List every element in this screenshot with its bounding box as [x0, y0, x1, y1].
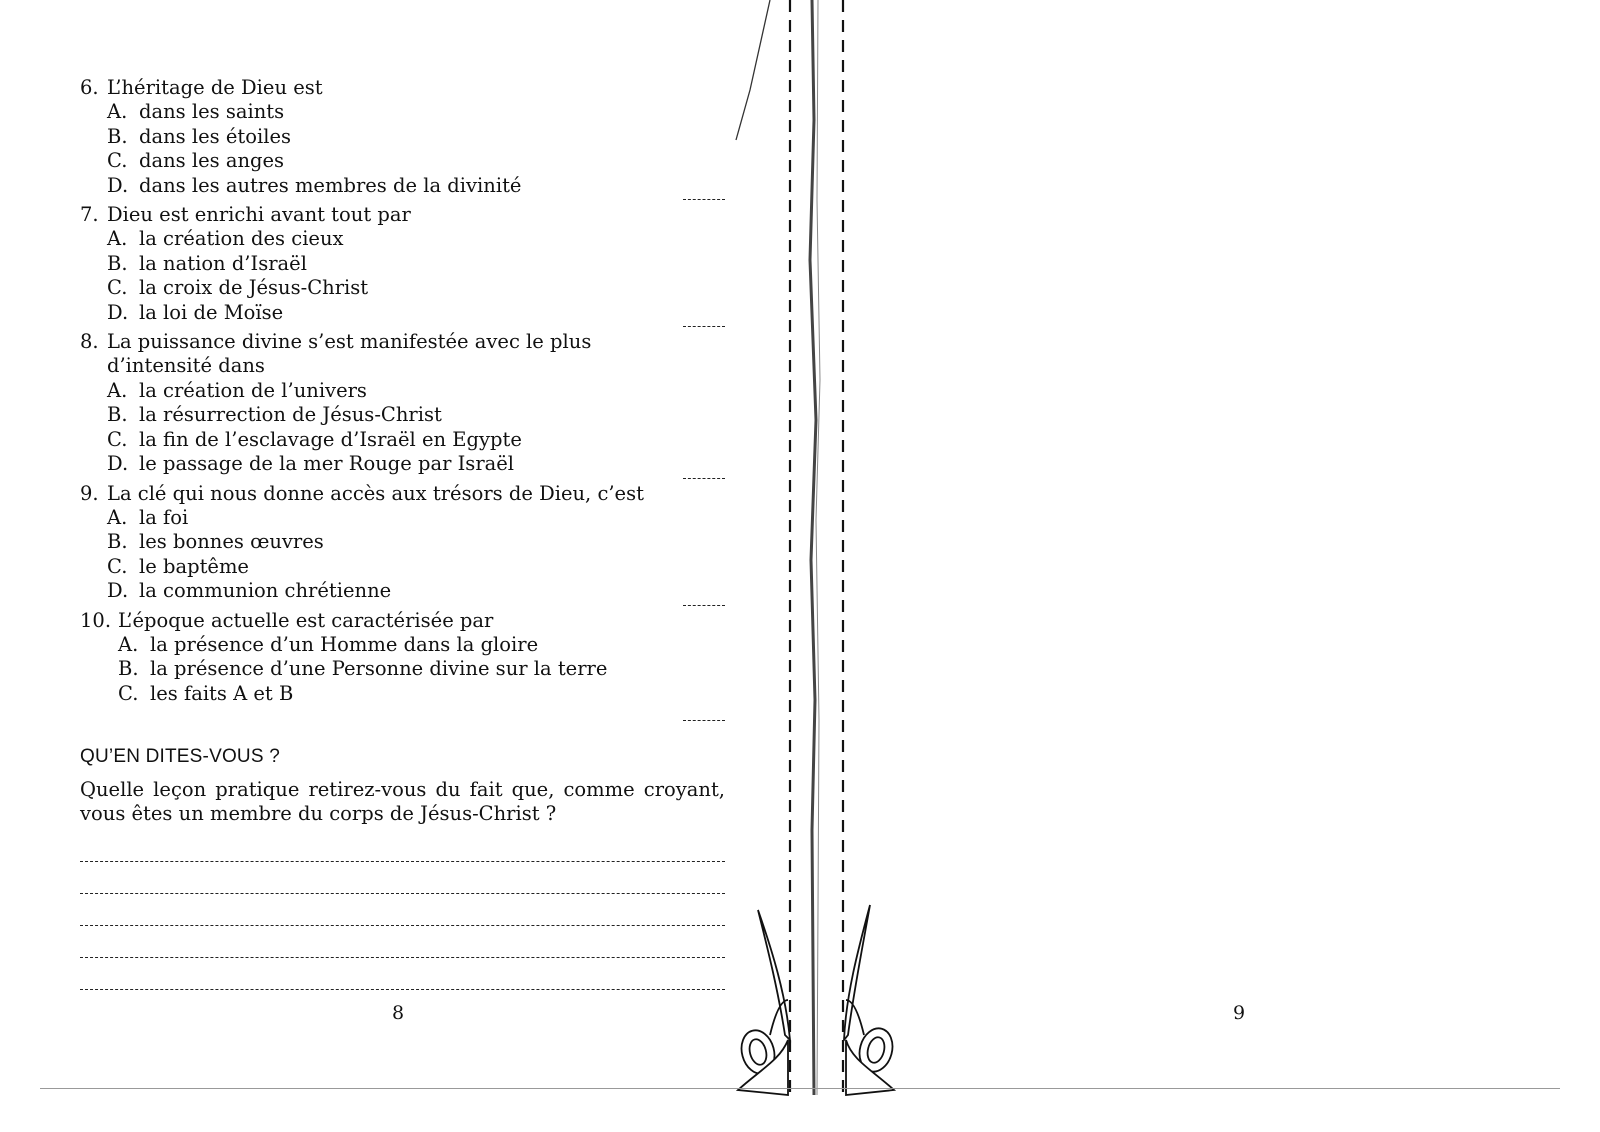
option-b: [107, 403, 725, 427]
option-d: [107, 301, 725, 325]
option-text: la présence d’une Personne divine sur la terre: [150, 657, 608, 681]
question-8: [80, 330, 725, 476]
option-c: [107, 149, 725, 173]
option-text: dans les saints: [139, 100, 285, 124]
cut-line-gutter: [730, 0, 910, 1132]
option-text: la croix de Jésus-Christ: [139, 276, 369, 300]
question-number: 8.: [80, 330, 99, 354]
answer-blank[interactable]: [683, 326, 725, 327]
question-number: 7.: [80, 203, 99, 227]
option-letter: A.: [107, 505, 128, 529]
option-d: [107, 174, 725, 198]
page-number-right: 9: [1233, 1002, 1246, 1024]
question-7: [80, 203, 725, 325]
question-stem: [80, 330, 725, 379]
option-c: [107, 276, 725, 300]
answer-blank[interactable]: [683, 710, 725, 721]
question-text: Dieu est enrichi avant tout par: [107, 203, 411, 227]
reflection-question: Quelle leçon pratique retirez-vous du fait que, comme croyant, vous êtes un membre du corps de Jésus-Christ ?: [80, 777, 725, 825]
option-letter: C.: [107, 149, 128, 173]
answer-blank[interactable]: [683, 478, 725, 479]
answer-blank[interactable]: [683, 199, 725, 200]
option-letter: D.: [107, 173, 129, 197]
question-text: L’époque actuelle est caractérisée par: [118, 608, 494, 632]
option-b: [107, 530, 725, 554]
question-text: La puissance divine s’est manifestée avec le plus d’intensité dans: [107, 330, 592, 378]
options-list: [118, 633, 725, 706]
option-d: [107, 452, 725, 476]
option-c: [107, 428, 725, 452]
option-c: [107, 555, 725, 579]
option-a: [118, 633, 725, 657]
option-text: le baptême: [139, 554, 249, 578]
option-text: dans les autres membres de la divinité: [139, 173, 522, 197]
option-text: la résurrection de Jésus-Christ: [139, 403, 442, 427]
option-text: la loi de Moïse: [139, 300, 284, 324]
option-text: les faits A et B: [150, 681, 294, 705]
scissors-left-icon: [737, 910, 790, 1095]
question-text: La clé qui nous donne accès aux trésors de Dieu, c’est: [107, 481, 644, 505]
question-stem: [80, 76, 725, 100]
option-letter: D.: [107, 452, 129, 476]
question-number: 10.: [80, 608, 112, 632]
option-b: [107, 252, 725, 276]
question-stem: [80, 609, 725, 633]
answer-line[interactable]: [80, 958, 725, 990]
option-text: la foi: [139, 505, 189, 529]
question-stem: [80, 482, 725, 506]
answer-lines: [80, 830, 725, 990]
option-b: [107, 125, 725, 149]
answer-line[interactable]: [80, 862, 725, 894]
options-list: [107, 379, 725, 477]
option-letter: B.: [107, 124, 128, 148]
page-number-left: 8: [392, 1002, 405, 1024]
option-a: [107, 379, 725, 403]
option-text: les bonnes œuvres: [139, 530, 324, 554]
question-9: [80, 482, 725, 604]
option-text: la création des cieux: [139, 227, 344, 251]
option-letter: B.: [107, 403, 128, 427]
question-number: 6.: [80, 76, 99, 99]
left-page: [80, 76, 725, 990]
option-letter: A.: [107, 378, 128, 402]
option-text: dans les anges: [139, 149, 285, 173]
question-10: [80, 609, 725, 722]
answer-line[interactable]: [80, 894, 725, 926]
option-text: dans les étoiles: [139, 124, 291, 148]
option-text: la création de l’univers: [139, 378, 367, 402]
question-6: [80, 76, 725, 198]
option-a: [107, 227, 725, 251]
option-c: [118, 682, 725, 706]
answer-line[interactable]: [80, 926, 725, 958]
question-text: L’héritage de Dieu est: [107, 76, 323, 99]
option-letter: D.: [107, 300, 129, 324]
options-list: [107, 227, 725, 325]
option-letter: C.: [107, 276, 128, 300]
option-text: le passage de la mer Rouge par Israël: [139, 452, 515, 476]
option-b: [118, 657, 725, 681]
option-letter: A.: [118, 632, 139, 656]
options-list: [107, 100, 725, 198]
option-text: la fin de l’esclavage d’Israël en Egypte: [139, 427, 522, 451]
option-letter: B.: [107, 530, 128, 554]
option-text: la présence d’un Homme dans la gloire: [150, 632, 539, 656]
page-bottom-edge: [40, 1088, 1560, 1089]
scissors-right-icon: [844, 905, 897, 1095]
question-stem: [80, 203, 725, 227]
question-number: 9.: [80, 481, 99, 505]
option-letter: B.: [118, 657, 139, 681]
option-letter: C.: [107, 427, 128, 451]
torn-edge: [810, 0, 816, 1095]
option-d: [107, 579, 725, 603]
option-letter: D.: [107, 579, 129, 603]
option-a: [107, 100, 725, 124]
options-list: [107, 506, 725, 604]
option-letter: B.: [107, 251, 128, 275]
reflection-title: QU’EN DITES-VOUS ?: [80, 746, 280, 768]
answer-blank[interactable]: [683, 605, 725, 606]
option-a: [107, 506, 725, 530]
option-text: la nation d’Israël: [139, 251, 307, 275]
option-letter: C.: [118, 681, 139, 705]
answer-line[interactable]: [80, 830, 725, 862]
option-text: la communion chrétienne: [139, 579, 392, 603]
fold-line: [736, 0, 770, 140]
option-letter: A.: [107, 100, 128, 124]
option-letter: A.: [107, 227, 128, 251]
option-letter: C.: [107, 554, 128, 578]
